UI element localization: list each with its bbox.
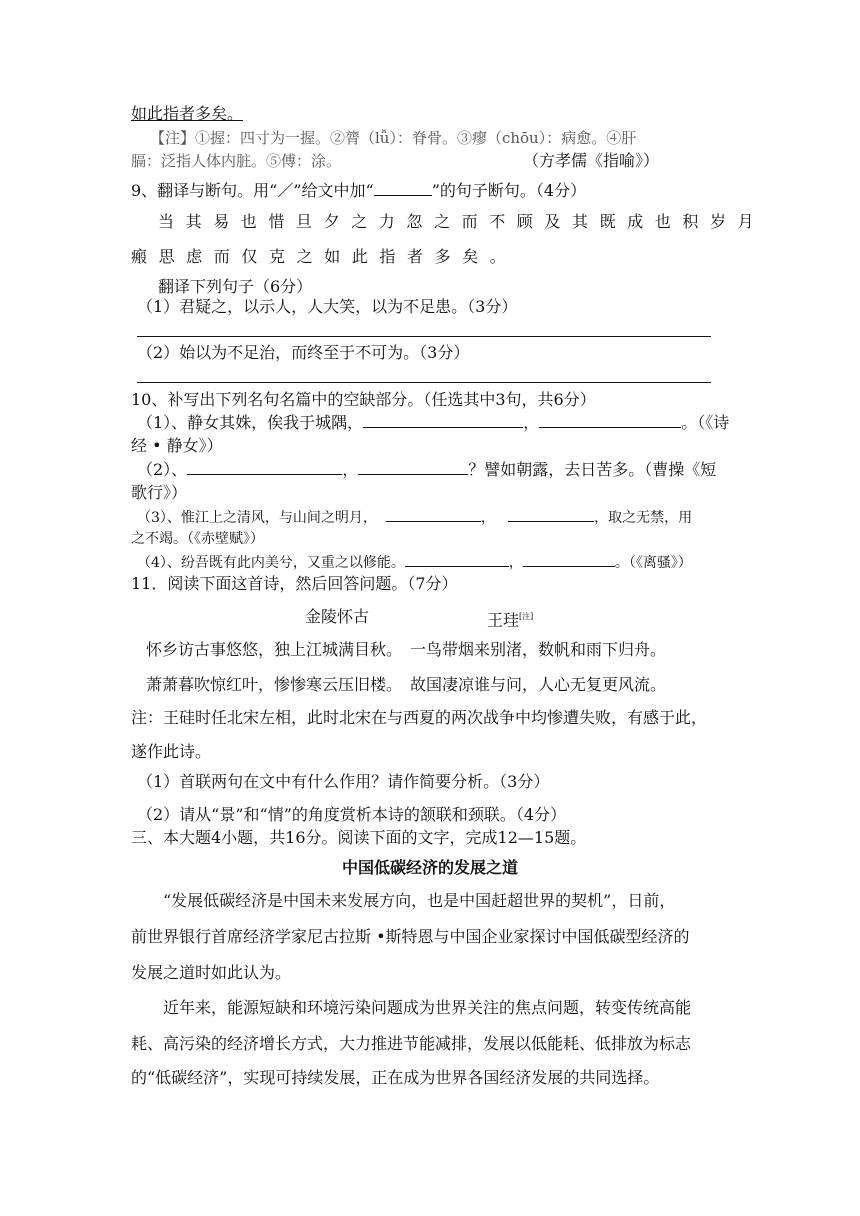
- poem-line-2: 萧萧暮吹惊红叶，惨惨寒云压旧楼。 故国凄凉谁与问，人心无复更风流。: [146, 675, 667, 694]
- punctuation-line-1: 当其易也惜旦夕之力忽之而不顾及其既成也积岁月: [158, 212, 766, 231]
- article-title: 中国低碳经济的发展之道: [342, 858, 519, 877]
- question-10-3-cont: 之不竭。（《赤壁赋》）: [131, 531, 264, 547]
- poem-author: 王珪[注]: [487, 610, 534, 630]
- answer-line-2: [137, 382, 711, 383]
- answer-line-1: [137, 336, 711, 337]
- translation-2: （2）始以为不足治，而终至于不可为。（3分）: [137, 343, 470, 362]
- fill-blank: [539, 413, 681, 428]
- question-10-3: （3）、惟江上之清风，与山间之明月， ， ，取之无禁，用: [137, 507, 692, 528]
- question-9: [131, 181, 586, 201]
- paragraph-1-line-2: 前世界银行首席经济学家尼古拉斯 •斯特恩与中国企业家探讨中国低碳型经济的: [131, 927, 690, 946]
- question-10-1-cont: 经 • 静女》）: [131, 436, 223, 455]
- question-10-2: （2）、 ， ？譬如朝露，去日苦多。（曹操《短: [137, 460, 717, 479]
- paragraph-2-line-3: 的“低碳经济”，实现可持续发展，正在成为世界各国经济发展的共同选择。: [131, 1068, 660, 1087]
- question-9-blank: [374, 181, 432, 196]
- fill-blank: [386, 507, 481, 522]
- fill-blank: [508, 507, 594, 522]
- question-10-1: （1）、静女其姝，俟我于城隅， ， 。（《诗: [137, 413, 730, 432]
- question-10-4: （4）、纷吾既有此内美兮，又重之以修能。 ， 。（《离骚》）: [137, 552, 692, 573]
- poem-note-2: 遂作此诗。: [131, 742, 212, 761]
- question-9-text-a: 9、翻译与断句。用“／”给文中加“: [131, 181, 374, 200]
- poem-note-1: 注：王硅时任北宋左相，此时北宋在与西夏的两次战争中均惨遭失败，有感于此，: [131, 708, 708, 727]
- fill-blank: [187, 460, 342, 475]
- question-11-2: （2）请从“景”和“情”的角度赏析本诗的颔联和颈联。（4分）: [137, 805, 567, 824]
- paragraph-1-line-3: 发展之道时如此认为。: [131, 963, 292, 982]
- fill-blank: [363, 413, 523, 428]
- source-citation: （方孝儒《指喻》）: [523, 151, 660, 170]
- poem-line-1: 怀乡访古事悠悠，独上江城满目秋。 一鸟带烟来别渚，数帆和雨下归舟。: [146, 640, 667, 659]
- fill-blank: [405, 552, 509, 567]
- translation-1: （1）君疑之，以示人，人大笑，以为不足患。（3分）: [137, 297, 518, 316]
- fill-blank: [358, 460, 468, 475]
- paragraph-2-line-2: 耗、高污染的经济增长方式，大力推进节能减排，发展以低能耗、低排放为标志: [131, 1034, 692, 1053]
- question-10: 10、补写出下列名句名篇中的空缺部分。（任选其中3句，共6分）: [131, 390, 596, 409]
- question-10-2-cont: 歌行》）: [131, 483, 188, 502]
- fill-blank: [523, 552, 615, 567]
- question-11: 11．阅读下面这首诗，然后回答问题。（7分）: [131, 574, 458, 593]
- annotation-line-2: 膈：泛指人体内脏。⑤傅：涂。: [131, 152, 342, 170]
- section-3-heading: 三、本大题4小题，共16分。阅读下面的文字，完成12—15题。: [131, 828, 587, 847]
- paragraph-2-line-1: 近年来，能源短缺和环境污染问题成为世界关注的焦点问题，转变传统高能: [163, 998, 692, 1017]
- translation-heading: 翻译下列句子（6分）: [158, 277, 313, 296]
- question-9-text-b: ”的句子断句。（4分）: [431, 181, 587, 200]
- punctuation-line-2: 瘢思虑而仅克之如此指者多矣。: [131, 247, 518, 266]
- note-marker: [注]: [519, 612, 534, 621]
- question-11-1: （1）首联两句在文中有什么作用？请作简要分析。（3分）: [137, 772, 550, 791]
- passage-end-line: 如此指者多矣。: [131, 104, 244, 123]
- paragraph-1-line-1: “发展低碳经济是中国未来发展方向，也是中国赶超世界的契机”，日前，: [163, 891, 676, 910]
- poem-title: 金陵怀古: [305, 607, 370, 626]
- annotation-line-1: 【注】①握：四寸为一握。②膂（lǚ）：脊骨。③瘳（chōu）：病愈。④肝: [150, 129, 637, 147]
